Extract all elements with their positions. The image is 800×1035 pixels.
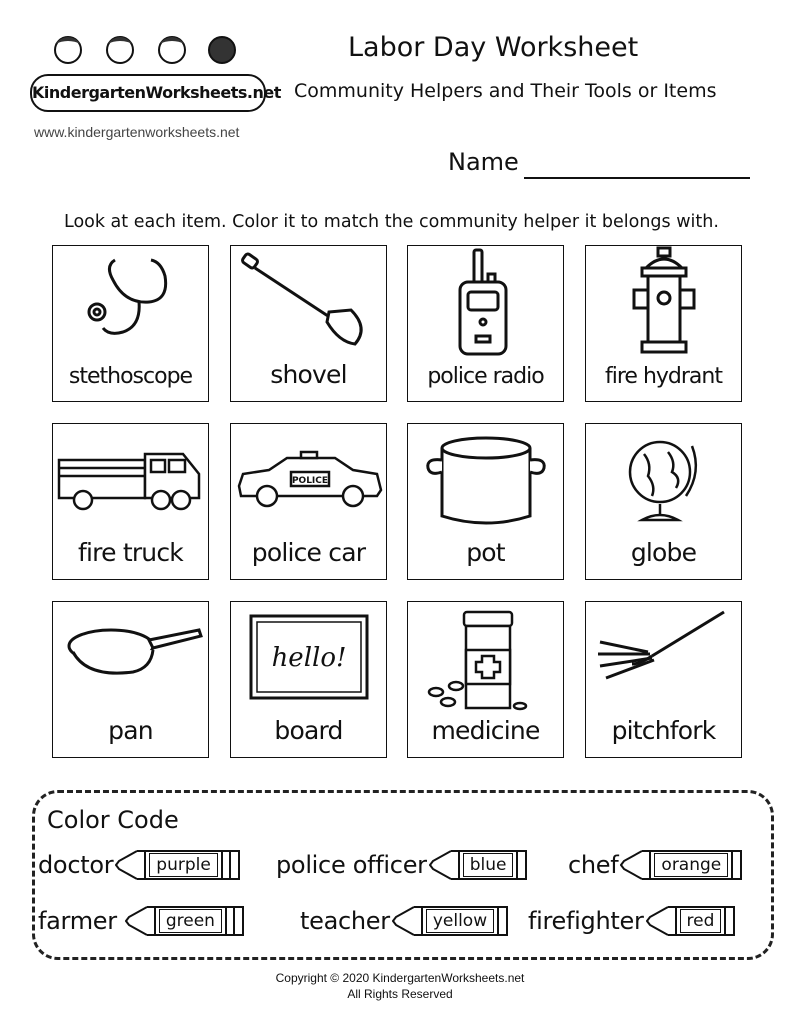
color-code-title: Color Code — [47, 806, 179, 834]
color-word: blue — [463, 853, 514, 877]
helper-name: farmer — [38, 907, 117, 935]
item-label: medicine — [431, 716, 540, 745]
police-car-text: POLICE — [291, 476, 329, 486]
item-label: pot — [466, 538, 505, 567]
item-card-pot[interactable] — [407, 423, 564, 580]
fire-hydrant-icon — [586, 246, 743, 356]
item-card-fire-truck[interactable] — [52, 423, 209, 580]
site-url: www.kindergartenworksheets.net — [34, 124, 240, 140]
medicine-icon — [408, 602, 565, 712]
crayon-icon — [115, 850, 240, 880]
item-card-pitchfork[interactable] — [585, 601, 742, 758]
color-word: yellow — [426, 909, 494, 933]
crayon-icon — [392, 906, 508, 936]
helper-name: doctor — [38, 851, 114, 879]
pan-icon — [53, 602, 210, 712]
instructions: Look at each item. Color it to match the community helper it belongs with. — [64, 212, 719, 232]
helper-name: teacher — [300, 907, 390, 935]
item-card-police-radio[interactable] — [407, 245, 564, 402]
crayon-icon — [125, 906, 244, 936]
police-radio-icon — [408, 246, 565, 356]
helper-name: police officer — [276, 851, 427, 879]
color-code-entry-farmer — [38, 906, 244, 936]
crayon-icon — [429, 850, 528, 880]
item-label: board — [274, 716, 343, 745]
pot-icon — [408, 424, 565, 534]
stethoscope-icon — [53, 246, 210, 356]
color-code-entry-firefighter — [528, 906, 735, 936]
item-label: stethoscope — [68, 364, 193, 389]
item-card-police-car[interactable] — [230, 423, 387, 580]
item-card-shovel[interactable] — [230, 245, 387, 402]
item-card-pan[interactable] — [52, 601, 209, 758]
color-code-entry-chef — [568, 850, 742, 880]
name-blank-line[interactable] — [524, 177, 750, 179]
copyright — [0, 970, 800, 1002]
color-word: red — [680, 909, 722, 933]
pitchfork-icon — [586, 602, 743, 712]
item-card-globe[interactable] — [585, 423, 742, 580]
color-word: purple — [149, 853, 218, 877]
color-word: green — [159, 909, 222, 933]
globe-icon — [586, 424, 743, 534]
color-code-entry-teacher — [300, 906, 508, 936]
crayon-icon — [620, 850, 742, 880]
board-icon — [231, 602, 388, 712]
item-card-medicine[interactable] — [407, 601, 564, 758]
item-label: shovel — [270, 360, 347, 389]
item-card-fire-hydrant[interactable] — [585, 245, 742, 402]
item-card-board[interactable] — [230, 601, 387, 758]
item-label: police car — [251, 538, 366, 567]
color-word: orange — [654, 853, 728, 877]
color-code-entry-police-officer — [276, 850, 527, 880]
name-label: Name — [448, 148, 519, 176]
item-label: pitchfork — [611, 716, 716, 745]
fire-truck-icon — [53, 424, 210, 534]
item-label: fire hydrant — [605, 364, 722, 389]
crayon-icon — [646, 906, 736, 936]
page-subtitle: Community Helpers and Their Tools or Items — [294, 80, 717, 102]
board-text: hello! — [271, 643, 347, 673]
shovel-icon — [231, 246, 388, 356]
item-card-stethoscope[interactable] — [52, 245, 209, 402]
rights-line: All Rights Reserved — [347, 987, 453, 1001]
logo-text: KindergartenWorksheets.net — [30, 74, 266, 112]
item-label: fire truck — [78, 538, 183, 567]
color-code-entry-doctor — [38, 850, 240, 880]
item-label: police radio — [427, 364, 544, 389]
item-label: pan — [108, 716, 153, 745]
police-car-icon — [231, 424, 388, 534]
page-title: Labor Day Worksheet — [348, 32, 639, 63]
copyright-line: Copyright © 2020 KindergartenWorksheets.net — [275, 971, 525, 985]
item-label: globe — [630, 538, 697, 567]
helper-name: firefighter — [528, 907, 644, 935]
helper-name: chef — [568, 851, 619, 879]
